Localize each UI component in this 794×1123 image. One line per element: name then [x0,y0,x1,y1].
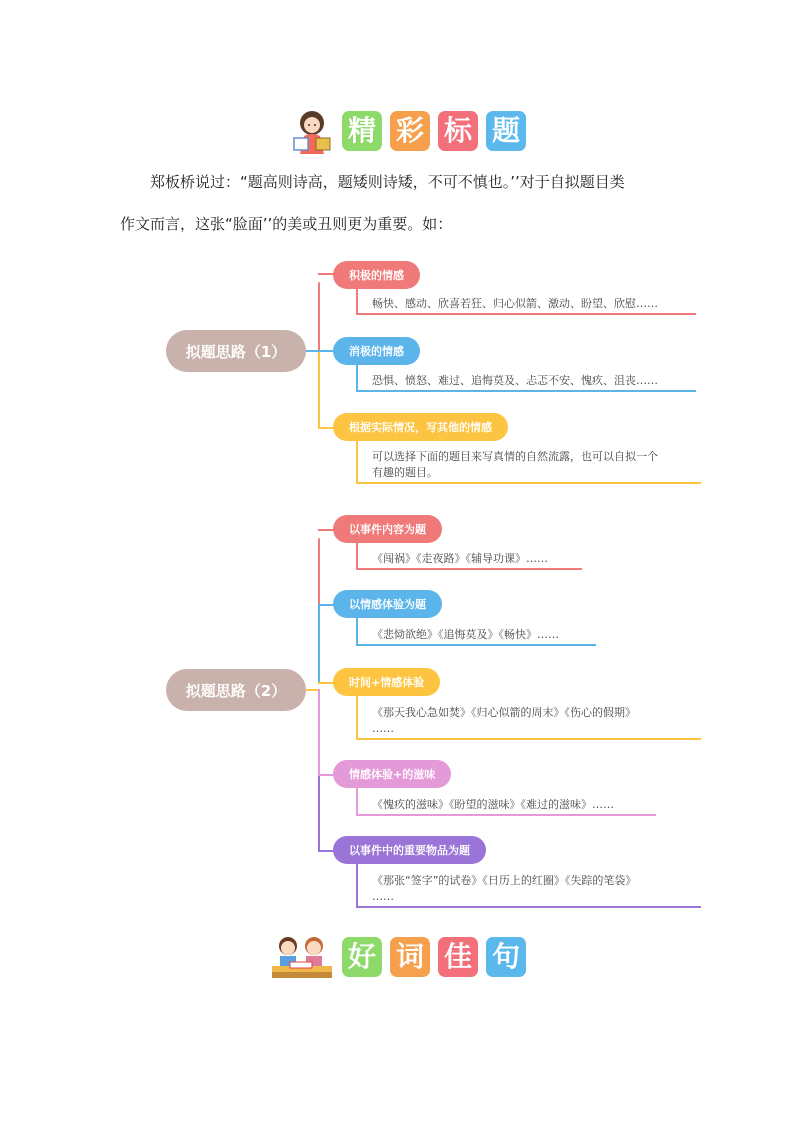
map2-branch-4-underline [356,814,656,816]
map1-trunk-bottom [318,350,320,428]
map1-branch-3-text-2: 有趣的题目。 [372,466,438,479]
intro-line-1: 郑板桥说过：“题高则诗高，题矮则诗矮，不可不慎也。’’对于自拟题目类 [150,173,625,191]
map2-branch-1-stem [356,543,358,569]
map1-branch-2-stem [356,365,358,391]
map2-branch-4-stem [356,788,358,815]
map1-branch-3-stem [356,441,358,483]
map2-branch-time-emotion: 时间+情感体验 [333,668,440,696]
map2-link-2 [318,604,334,606]
map1-branch-2-underline [356,390,696,392]
map1-branch-1-stem [356,289,358,314]
map1-branch-negative: 消极的情感 [333,337,420,365]
map2-link-4 [318,774,334,776]
map2-link-3 [318,682,334,684]
map2-branch-5-underline [356,906,701,908]
map2-branch-1-text: 《闯祸》《走夜路》《辅导功课》…… [372,552,548,565]
map1-root: 拟题思路（1） [166,330,306,372]
map2-branch-3-text-1: 《那天我心急如焚》《归心似箭的周末》《伤心的假期》 [372,706,636,719]
title-char-2: 彩 [390,111,430,151]
map2-trunk-purple [318,774,320,852]
map2-branch-5-text-2: …… [372,890,394,903]
map1-branch-2-text: 恐惧、愤怒、难过、追悔莫及、忐忑不安、愧疚、沮丧…… [372,374,658,387]
map1-trunk-top [318,282,320,350]
map2-branch-2-text: 《悲恸欲绝》《追悔莫及》《畅快》…… [372,628,559,641]
map1-branch-1-text: 畅快、感动、欣喜若狂、归心似箭、激动、盼望、欣慰…… [372,297,658,310]
map2-branch-1-underline [356,568,582,570]
map1-link-3 [318,427,334,429]
map1-branch-positive: 积极的情感 [333,261,420,289]
section-header-good-words [270,934,526,980]
girl-reading-illustration [290,108,334,154]
map2-link-1 [318,529,334,531]
map2-branch-2-stem [356,618,358,645]
intro-line-2: 作文而言，这张“脸面’’的美或丑则更为重要。如： [120,215,453,233]
map2-branch-2-underline [356,644,596,646]
map2-branch-5-stem [356,864,358,907]
map2-trunk-pink [318,689,320,774]
map2-branch-3-text-2: …… [372,722,394,735]
title-char-3: 标 [438,111,478,151]
section-header-highlight-titles [290,108,526,154]
map2-trunk-red [318,538,320,604]
words-char-4: 句 [486,937,526,977]
map1-branch-3-underline [356,482,701,484]
map2-branch-4-text: 《愧疚的滋味》《盼望的滋味》《难过的滋味》…… [372,798,614,811]
map2-branch-important-item: 以事件中的重要物品为题 [333,836,486,864]
map2-branch-event-content: 以事件内容为题 [333,515,442,543]
map2-branch-3-stem [356,696,358,739]
map2-trunk-blue [318,604,320,682]
words-char-3: 佳 [438,937,478,977]
title-char-4: 题 [486,111,526,151]
map2-branch-3-underline [356,738,701,740]
map2-root: 拟题思路（2） [166,669,306,711]
map1-root-connector [306,350,318,352]
map1-branch-other: 根据实际情况，写其他的情感 [333,413,508,441]
words-char-1: 好 [342,937,382,977]
map2-branch-5-text-1: 《那张“签字”的试卷》《日历上的红圈》《失踪的笔袋》 [372,874,637,887]
words-char-2: 词 [390,937,430,977]
map1-branch-3-text-1: 可以选择下面的题目来写真情的自然流露，也可以自拟一个 [372,450,658,463]
title-char-1: 精 [342,111,382,151]
map1-link-2 [318,350,334,352]
map2-link-5 [318,850,334,852]
map2-branch-emotional-experience: 以情感体验为题 [333,590,442,618]
map1-link-1 [318,273,334,275]
map2-root-connector [306,689,318,691]
map1-branch-1-underline [356,313,696,315]
kids-studying-illustration [270,934,334,980]
map2-branch-emotion-taste: 情感体验+的滋味 [333,760,451,788]
